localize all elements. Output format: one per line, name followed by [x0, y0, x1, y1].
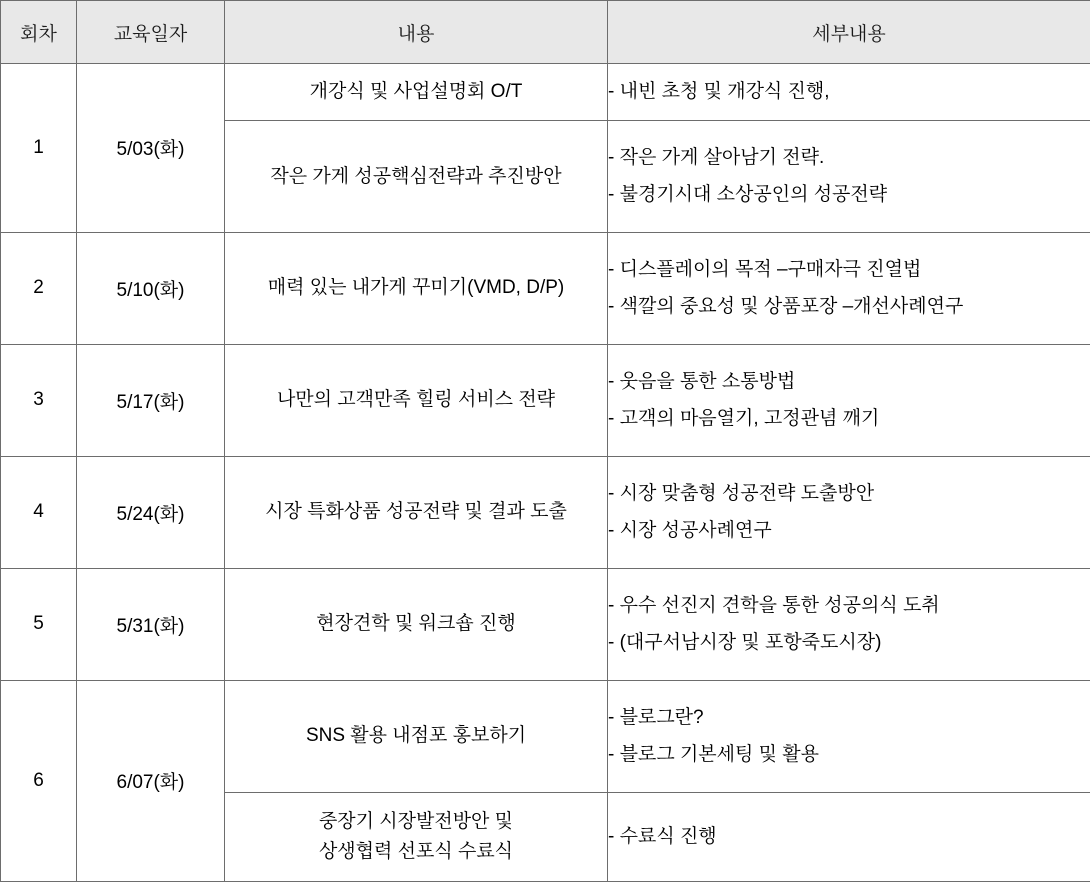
content-line: 개강식 및 사업설명회 O/T: [309, 81, 523, 103]
cell-round: 1: [1, 64, 77, 233]
cell-content: [225, 120, 608, 232]
table-row: [1, 232, 1090, 344]
cell-date: 6/07(화): [77, 680, 225, 881]
cell-round: 5: [1, 568, 77, 680]
cell-detail: [608, 568, 1090, 680]
cell-detail: [608, 680, 1090, 792]
column-header-round: 회차: [1, 1, 77, 64]
table-row: [1, 680, 1090, 792]
column-header-content: 내용: [225, 1, 608, 64]
table-row: [1, 568, 1090, 680]
header-row: [1, 1, 1090, 64]
cell-detail: [608, 456, 1090, 568]
cell-date: 5/31(화): [77, 568, 225, 680]
cell-content: [225, 344, 608, 456]
cell-content: [225, 232, 608, 344]
detail-line: - 웃음을 통한 소통방법: [608, 371, 796, 393]
column-header-detail: 세부내용: [608, 1, 1090, 64]
content-line: 중장기 시장발전방안 및: [318, 811, 514, 833]
cell-content: [225, 568, 608, 680]
content-line: 현장견학 및 워크숍 진행: [316, 613, 516, 635]
detail-line: - 블로그 기본세팅 및 활용: [608, 744, 819, 766]
detail-line: - 시장 성공사례연구: [608, 520, 772, 542]
cell-round: 6: [1, 680, 77, 881]
detail-line: - 작은 가게 살아남기 전략.: [608, 147, 825, 169]
table-header: [1, 1, 1090, 64]
content-line: 작은 가게 성공핵심전략과 추진방안: [270, 165, 562, 187]
detail-line: - 내빈 초청 및 개강식 진행,: [608, 81, 830, 103]
detail-line: - 불경기시대 소상공인의 성공전략: [608, 184, 888, 206]
cell-date: 5/10(화): [77, 232, 225, 344]
cell-date: 5/17(화): [77, 344, 225, 456]
detail-line: - 고객의 마음열기, 고정관념 깨기: [608, 408, 880, 430]
table-row: [1, 344, 1090, 456]
cell-content: [225, 64, 608, 121]
cell-round: 4: [1, 456, 77, 568]
detail-line: - 우수 선진지 견학을 통한 성공의식 도취: [608, 595, 940, 617]
cell-round: 3: [1, 344, 77, 456]
cell-detail: [608, 232, 1090, 344]
content-line: 매력 있는 내가게 꾸미기(VMD, D/P): [267, 277, 565, 299]
cell-date: 5/03(화): [77, 64, 225, 233]
content-line: 상생협력 선포식 수료식: [318, 840, 514, 862]
cell-detail: [608, 344, 1090, 456]
cell-round: 2: [1, 232, 77, 344]
detail-line: - 수료식 진행: [608, 826, 717, 848]
cell-content: [225, 680, 608, 792]
table-body: [1, 64, 1090, 882]
cell-detail: [608, 64, 1090, 121]
cell-content: [225, 792, 608, 881]
cell-detail: [608, 120, 1090, 232]
column-header-date: 교육일자: [77, 1, 225, 64]
cell-detail: [608, 792, 1090, 881]
detail-line: - 블로그란?: [608, 707, 704, 729]
cell-content: [225, 456, 608, 568]
content-line: 시장 특화상품 성공전략 및 결과 도출: [265, 501, 567, 523]
table-row: [1, 456, 1090, 568]
detail-line: - 색깔의 중요성 및 상품포장 –개선사례연구: [608, 296, 964, 318]
detail-line: - 디스플레이의 목적 –구매자극 진열법: [608, 259, 922, 281]
detail-line: - (대구서남시장 및 포항죽도시장): [608, 632, 882, 654]
cell-date: 5/24(화): [77, 456, 225, 568]
content-line: SNS 활용 내점포 홍보하기: [305, 725, 527, 747]
table-row: [1, 64, 1090, 121]
detail-line: - 시장 맞춤형 성공전략 도출방안: [608, 483, 875, 505]
content-line: 나만의 고객만족 힐링 서비스 전략: [276, 389, 556, 411]
